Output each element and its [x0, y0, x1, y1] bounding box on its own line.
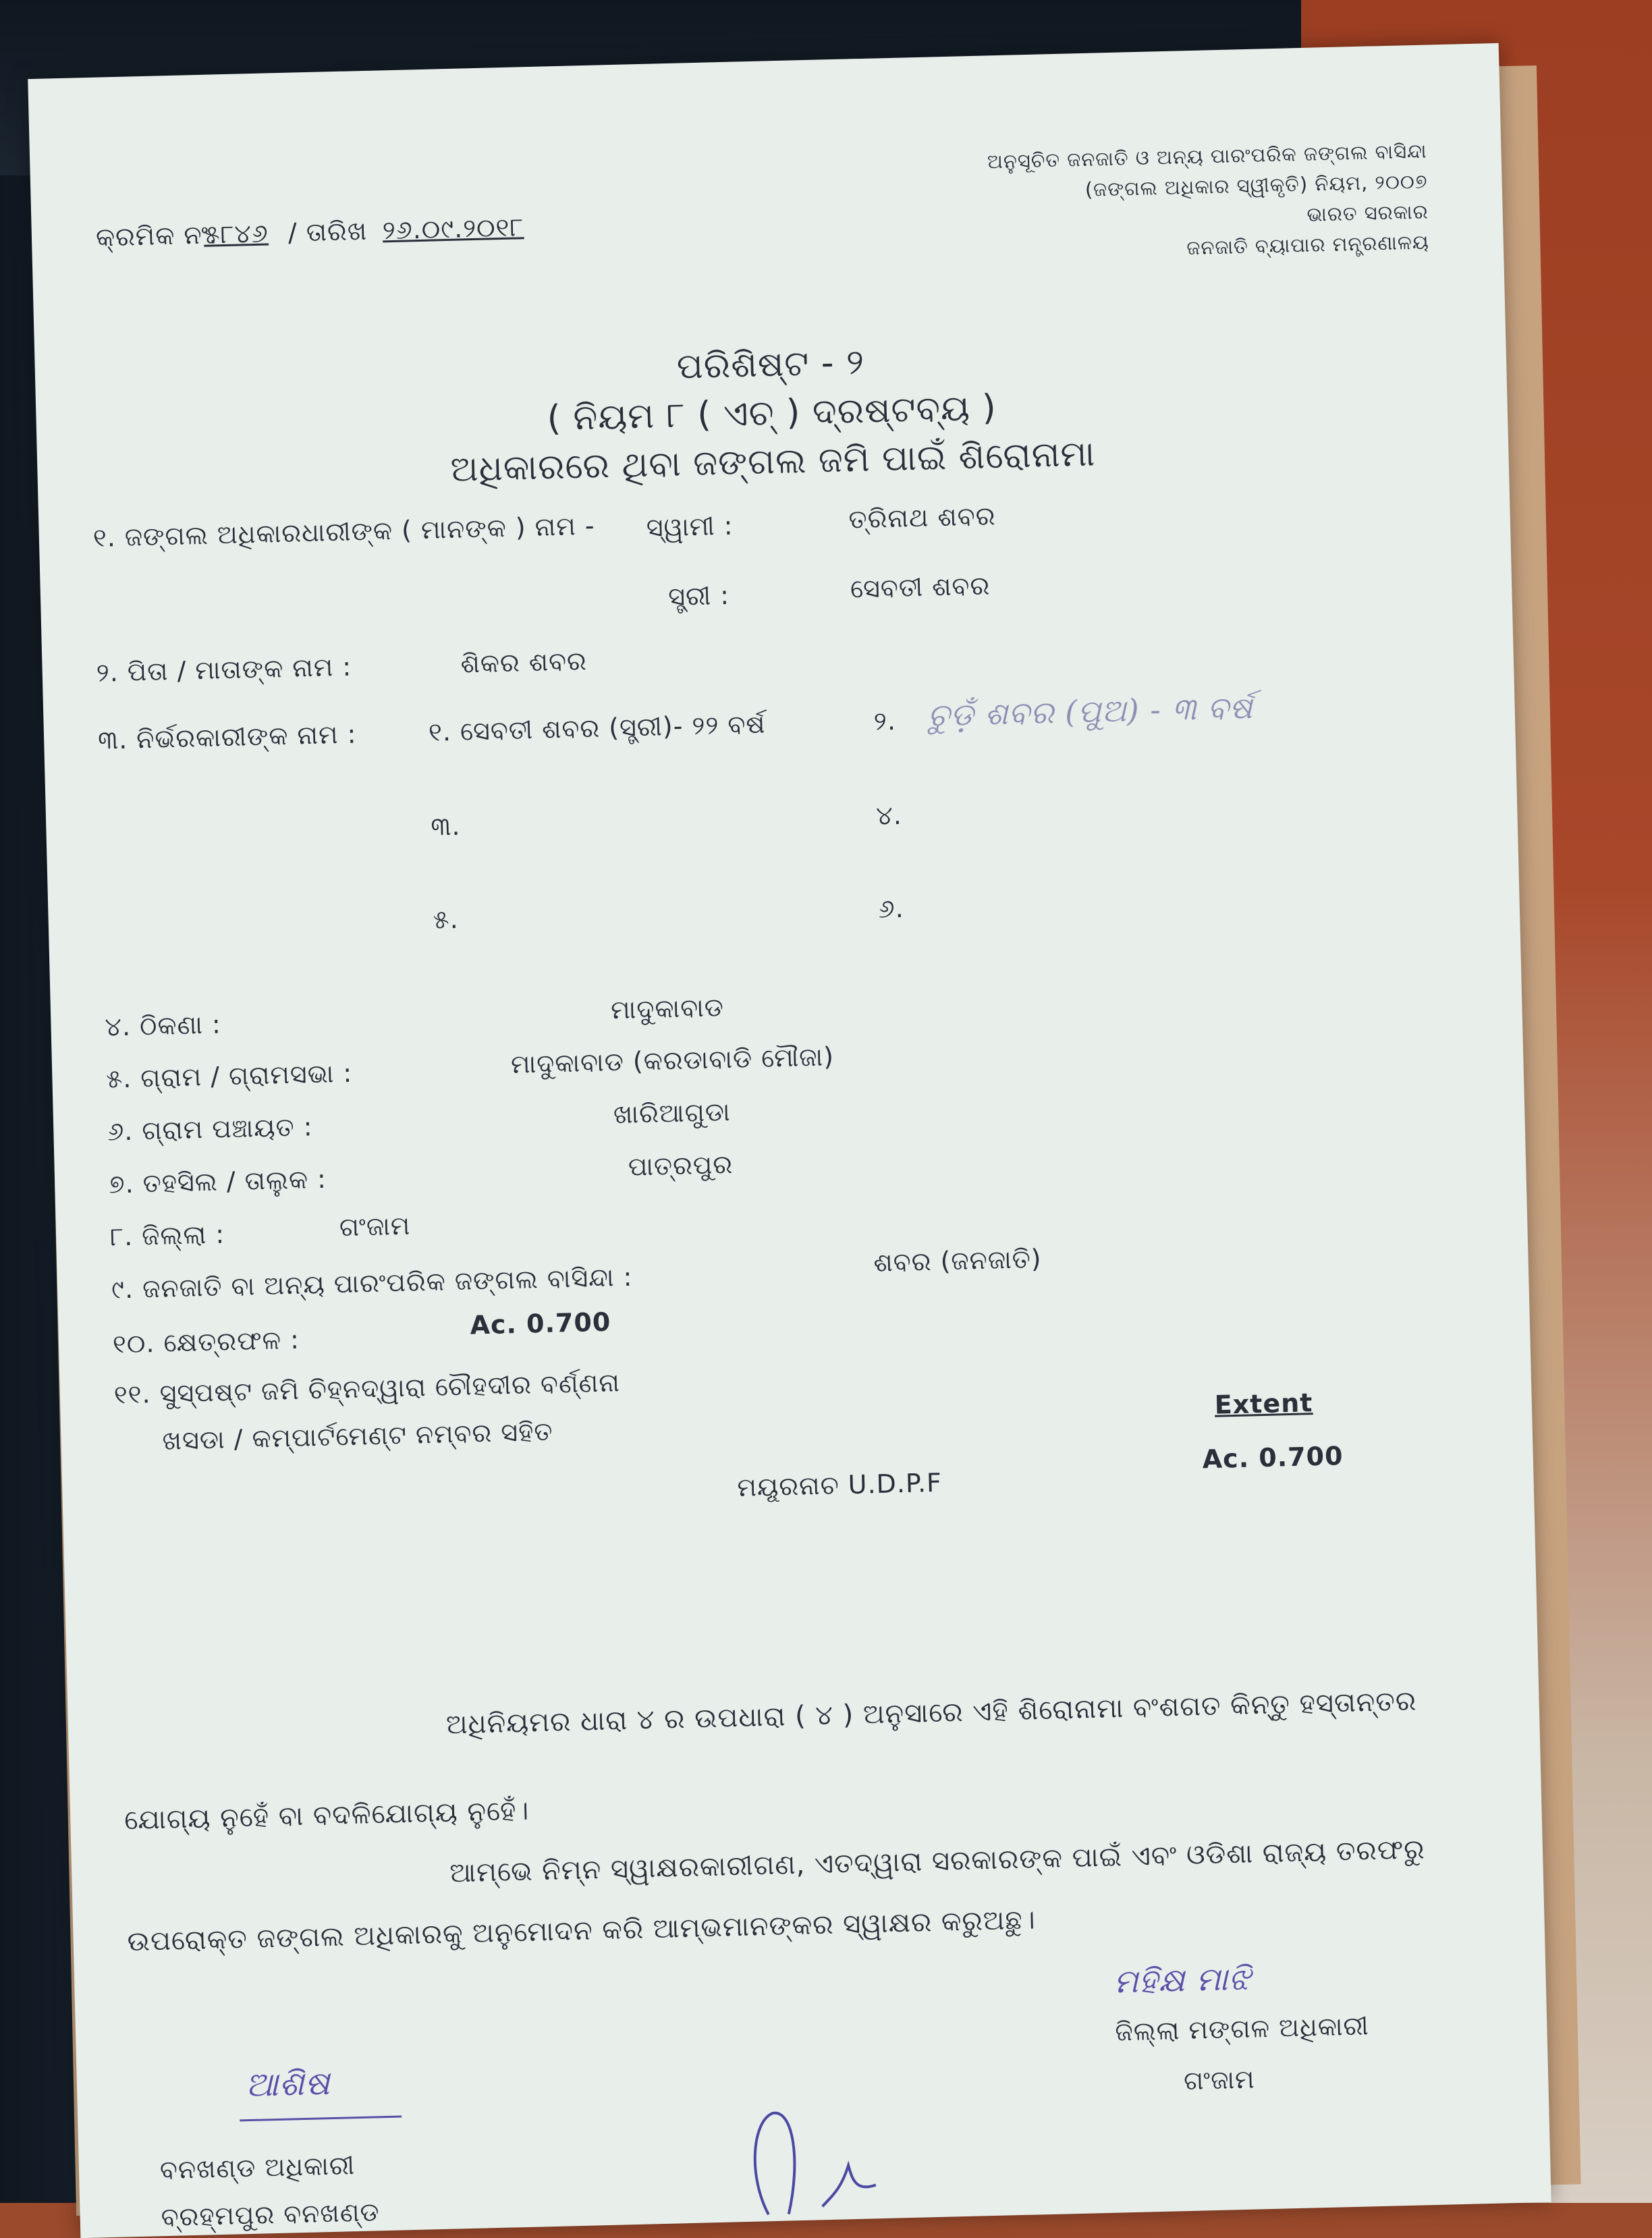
field-5-label: ୫. ଗ୍ରାମ / ଗ୍ରାମସଭା :	[105, 1058, 353, 1094]
left-signatory-place: ବ୍ରହ୍ମପୁର ବନଖଣ୍ଡ	[161, 2197, 381, 2233]
annexure-title: ପରିଶିଷ୍ଟ - ୨	[676, 342, 865, 387]
husband-label: ସ୍ୱାମୀ :	[646, 510, 734, 543]
header-right-line-2: (ଜଙ୍ଗଲ ଅଧିକାର ସ୍ୱୀକୃତି) ନିୟମ, ୨୦୦୭	[1084, 169, 1428, 201]
field-11-label-2: ଖସଡା / କମ୍ପାର୍ଟମେଣ୍ଟ ନମ୍ବର ସହିତ	[162, 1416, 553, 1456]
dependent-5: ୫.	[433, 904, 460, 935]
left-signature-stroke	[240, 2115, 402, 2121]
dependent-1: ୧. ସେବତୀ ଶବର (ସ୍ତ୍ରୀ)- ୨୨ ବର୍ଷ	[428, 709, 766, 747]
body-line-3: ଆମ୍ଭେ ନିମ୍ନ ସ୍ୱାକ୍ଷରକାରୀଗଣ, ଏତଦ୍ୱାରା ସରକାରଙ୍କ ପାଇଁ ଏବଂ ଓଡିଶା ରାଜ୍ୟ ତରଫରୁ	[449, 1834, 1426, 1889]
center-signature-scribble	[739, 2104, 890, 2222]
title-document	[28, 43, 1551, 2238]
field-2-label: ୨. ପିତା / ମାତାଙ୍କ ନାମ :	[96, 651, 352, 688]
field-6-label: ୬. ଗ୍ରାମ ପଞ୍ଚାୟତ :	[107, 1112, 314, 1147]
date-label: / ତାରିଖ	[287, 215, 368, 248]
dependent-3: ୩.	[430, 811, 461, 842]
serial-number: ୫୮୪୬	[203, 218, 269, 250]
field-10-label: ୧୦. କ୍ଷେତ୍ରଫଳ :	[112, 1324, 300, 1359]
dependent-4: ୪.	[875, 800, 903, 831]
address-value: ମାଦୁକାବାଡ	[610, 992, 725, 1025]
dependent-6: ୬.	[878, 893, 905, 924]
left-signature: ଆଶିଷ	[245, 2063, 331, 2105]
panchayat-value: ଖାରିଆଗୁଡା	[613, 1097, 732, 1130]
field-9-label: ୯. ଜନଜାତି ବା ଅନ୍ୟ ପାରଂପରିକ ଜଙ୍ଗଲ ବାସିନ୍ଦା :	[111, 1261, 633, 1305]
field-4-label: ୪. ଠିକଣା :	[105, 1009, 222, 1042]
serial-label: କ୍ରମିକ ନଂ.	[95, 219, 218, 252]
field-8-label: ୮. ଜିଲ୍ଲା :	[109, 1219, 225, 1252]
wife-label: ସ୍ତ୍ରୀ :	[667, 580, 730, 612]
field-11-label-1: ୧୧. ସୁସ୍ପଷ୍ଟ ଜମି ଚିହ୍ନଦ୍ୱାରା ଚୌହଦୀର ବର୍ଣ୍ଣନା	[113, 1367, 621, 1410]
extent-value: Ac. 0.700	[1202, 1441, 1344, 1475]
issue-date: ୨୬.୦୯.୨୦୧୮	[382, 212, 524, 246]
forest-location: ମୟୂରନାଚ U.D.P.F	[736, 1467, 943, 1503]
wife-name: ସେବତୀ ଶବର	[850, 570, 991, 604]
body-line-2: ଯୋଗ୍ୟ ନୁହେଁ ବା ବଦଳିଯୋଗ୍ୟ ନୁହେଁ।	[123, 1795, 530, 1836]
body-line-4: ଉପରୋକ୍ତ ଜଙ୍ଗଲ ଅଧିକାରକୁ ଅନୁମୋଦନ କରି ଆମ୍ଭମାନଙ୍କର ସ୍ୱାକ୍ଷର କରୁଅଛୁ।	[127, 1904, 1037, 1958]
header-right-line-3: ଭାରତ ସରକାର	[1306, 200, 1429, 226]
document-heading: ଅଧିକାରରେ ଥିବା ଜଙ୍ଗଲ ଜମି ପାଇଁ ଶିରୋନାମା	[449, 433, 1096, 490]
parent-name: ଶିକର ଶବର	[460, 646, 588, 679]
header-right-line-4: ଜନଜାତି ବ୍ୟାପାର ମନ୍ତ୍ରଣାଳୟ	[1186, 230, 1430, 260]
area-value: Ac. 0.700	[470, 1307, 611, 1340]
dependent-2-handwritten: ଚୁଡ଼ଁ ଶବର (ପୁଅ) - ୩ ବର୍ଷ	[927, 689, 1254, 734]
tahasil-value: ପାତ୍ରପୁର	[628, 1149, 734, 1182]
rule-reference: ( ନିୟମ ୮ ( ଏଚ୍ ) ଦ୍ରଷ୍ଟବ୍ୟ )	[546, 387, 997, 439]
right-signatory-title: ଜିଲ୍ଲା ମଙ୍ଗଳ ଅଧିକାରୀ	[1114, 2011, 1370, 2047]
field-3-label: ୩. ନିର୍ଭରକାରୀଙ୍କ ନାମ :	[97, 719, 357, 755]
village-value: ମାଦୁକାବାଡ (କରଡାବାଡି ମୌଜା)	[510, 1041, 835, 1080]
field-1-label: ୧. ଜଙ୍ଗଲ ଅଧିକାରଧାରୀଙ୍କ ( ମାନଙ୍କ ) ନାମ -	[92, 510, 596, 553]
body-line-1: ଅଧିନିୟମର ଧାରା ୪ ର ଉପଧାରା ( ୪ ) ଅନୁସାରେ ଏହି ଶିରୋନାମା ବଂଶଗତ କିନ୍ତୁ ହସ୍ତାନ୍ତର	[445, 1685, 1417, 1741]
dependent-2-prefix: ୨.	[873, 705, 897, 736]
husband-name: ତ୍ରିନାଥ ଶବର	[848, 501, 996, 535]
right-signatory-place: ଗଂଜାମ	[1183, 2064, 1256, 2096]
field-7-label: ୭. ତହସିଲ / ତାଲୁକ :	[108, 1164, 327, 1199]
right-signature: ମହିକ୍ଷ ମାଝି	[1113, 1959, 1252, 2001]
tribe-value: ଶବର (ଜନଜାତି)	[873, 1243, 1043, 1278]
left-signatory-title: ବନଖଣ୍ଡ ଅଧିକାରୀ	[159, 2150, 356, 2185]
district-value: ଗଂଜାମ	[339, 1210, 411, 1243]
extent-header: Extent	[1214, 1388, 1313, 1420]
header-right-line-1: ଅନୁସୂଚିତ ଜନଜାତି ଓ ଅନ୍ୟ ପାରଂପରିକ ଜଙ୍ଗଲ ବାସିନ୍ଦା	[987, 139, 1427, 173]
